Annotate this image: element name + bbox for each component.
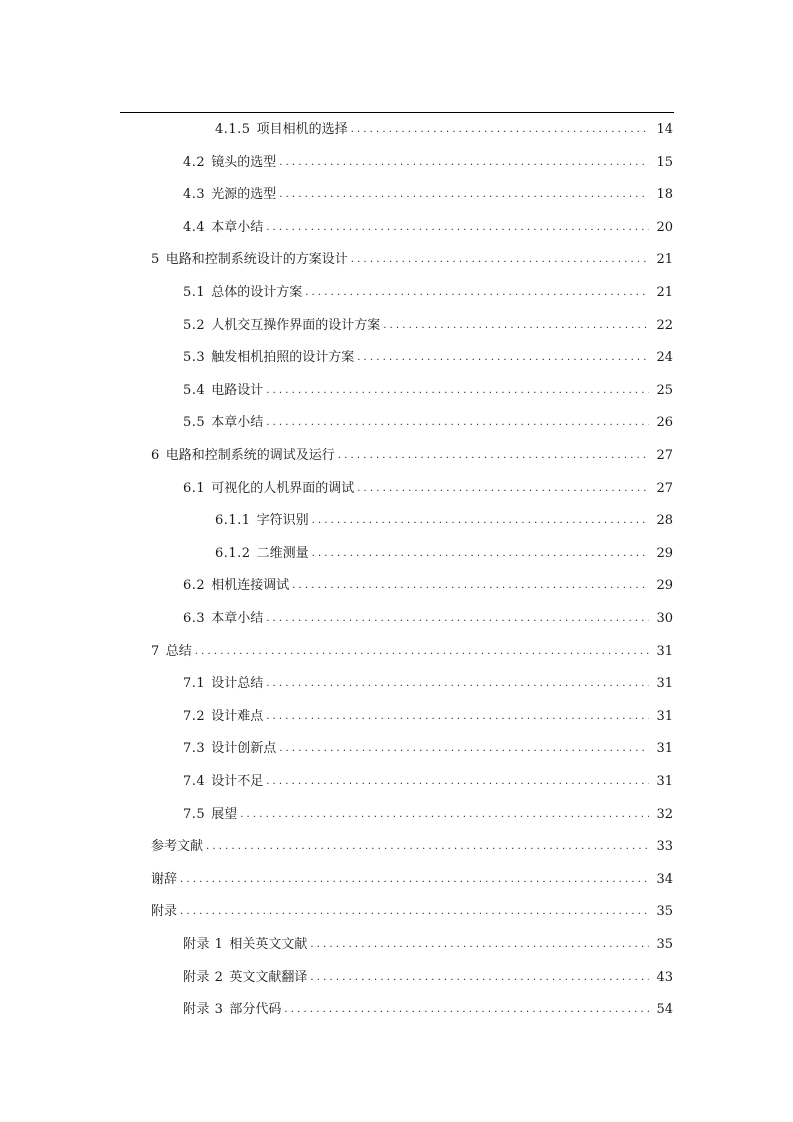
toc-entry[interactable] [183, 179, 673, 211]
toc-entry-number: 6.3 [183, 611, 206, 626]
dot-leader [180, 904, 649, 920]
dot-leader [279, 155, 649, 171]
toc-entry-number: 6.1.1 [215, 513, 251, 529]
toc-entry[interactable] [183, 342, 673, 374]
toc-entry-page: 34 [656, 871, 673, 887]
toc-entry-page: 35 [656, 904, 673, 920]
toc-entry-title: 设计不足 [211, 774, 264, 789]
toc-entry[interactable] [151, 440, 673, 472]
toc-entry-title: 电路和控制系统的调试及运行 [165, 448, 335, 463]
toc-entry-page: 31 [656, 708, 673, 724]
dot-leader [312, 546, 649, 562]
toc-entry-page: 35 [656, 937, 673, 952]
toc-entry[interactable] [151, 831, 673, 863]
toc-entry-number: 附录 2 [183, 969, 224, 985]
toc-entry-page: 31 [656, 741, 673, 757]
dot-leader [338, 448, 649, 464]
toc-entry[interactable] [183, 473, 673, 505]
toc-entry-title: 项目相机的选择 [256, 122, 348, 137]
toc-entry[interactable] [183, 733, 673, 765]
toc-entry-title: 谢辞 [151, 871, 178, 887]
toc-entry-title: 设计创新点 [211, 741, 277, 757]
toc-entry[interactable] [183, 929, 673, 961]
toc-entry-page: 33 [656, 839, 673, 855]
toc-entry[interactable] [215, 505, 673, 537]
toc-entry-number: 6.1 [183, 480, 206, 496]
toc-entry[interactable] [183, 701, 673, 733]
toc-entry-page: 43 [656, 969, 673, 985]
dot-leader [310, 937, 649, 953]
dot-leader [206, 839, 649, 855]
dot-leader [312, 513, 649, 529]
toc-entry-page: 25 [656, 382, 673, 398]
toc-entry-title: 附录 [151, 904, 178, 920]
toc-entry-number: 5 [151, 252, 160, 268]
toc-entry[interactable] [183, 799, 673, 831]
dot-leader [305, 285, 649, 301]
toc-entry-title: 可视化的人机界面的调试 [211, 480, 355, 496]
toc-entry-title: 电路和控制系统设计的方案设计 [165, 252, 348, 268]
toc-entry[interactable] [183, 310, 673, 342]
dot-leader [266, 220, 649, 236]
toc-entry-page: 30 [656, 611, 673, 626]
toc-entry-number: 6.1.2 [215, 545, 251, 561]
toc-entry-number: 7.3 [183, 741, 206, 757]
toc-entry[interactable] [183, 277, 673, 309]
toc-entry-number: 4.4 [183, 219, 206, 235]
toc-entry-title: 本章小结 [211, 415, 264, 431]
toc-entry-title: 参考文献 [151, 839, 204, 855]
toc-entry[interactable] [183, 375, 673, 407]
toc-entry-number: 7.4 [183, 774, 206, 789]
toc-entry-title: 人机交互操作界面的设计方案 [211, 317, 381, 333]
toc-entry-number: 6.2 [183, 578, 206, 594]
toc-entry[interactable] [183, 603, 673, 635]
toc-entry[interactable] [215, 114, 673, 146]
toc-entry-title: 展望 [211, 806, 238, 822]
toc-entry-number: 6 [151, 448, 160, 463]
dot-leader [266, 383, 649, 399]
toc-entry-title: 相机连接调试 [211, 578, 290, 594]
dot-leader [351, 122, 649, 138]
toc-entry-number: 5.2 [183, 317, 206, 333]
toc-entry-title: 相关英文文献 [229, 937, 308, 952]
toc-entry-title: 字符识别 [256, 513, 309, 529]
toc-entry-number: 5.3 [183, 350, 206, 366]
toc-entry[interactable] [151, 864, 673, 896]
dot-leader [383, 318, 649, 334]
dot-leader [279, 741, 649, 757]
dot-leader [357, 350, 649, 366]
toc-entry-title: 总结 [165, 643, 192, 659]
dot-leader [279, 187, 649, 203]
toc-entry[interactable] [183, 668, 673, 700]
toc-entry-number: 4.2 [183, 154, 206, 170]
toc-entry-title: 电路设计 [211, 382, 264, 398]
toc-entry-page: 15 [656, 154, 673, 170]
toc-entry-title: 触发相机拍照的设计方案 [211, 350, 355, 366]
toc-entry-number: 4.1.5 [215, 122, 251, 137]
toc-entry-title: 英文文献翻译 [229, 969, 308, 985]
toc-entry[interactable] [183, 407, 673, 439]
toc-entry[interactable] [151, 636, 673, 668]
toc-entry[interactable] [151, 896, 673, 928]
toc-entry-number: 7 [151, 643, 160, 659]
toc-entry-title: 设计总结 [211, 676, 264, 692]
toc-entry-number: 5.4 [183, 382, 206, 398]
dot-leader [266, 774, 649, 790]
toc-entry-title: 部分代码 [229, 1002, 282, 1018]
dot-leader [284, 1002, 649, 1018]
toc-entry[interactable] [183, 994, 673, 1026]
dot-leader [351, 252, 649, 268]
toc-entry-title: 本章小结 [211, 219, 264, 235]
dot-leader [266, 676, 649, 692]
toc-entry-page: 31 [656, 774, 673, 789]
toc-entry-title: 镜头的选型 [211, 154, 277, 170]
toc-entry[interactable] [183, 212, 673, 244]
toc-entry-page: 22 [656, 317, 673, 333]
toc-entry-number: 附录 1 [183, 937, 224, 952]
toc-entry-page: 18 [656, 187, 673, 203]
toc-entry-page: 29 [656, 578, 673, 594]
toc-entry-page: 21 [656, 252, 673, 268]
dot-leader [310, 970, 649, 986]
toc-entry-page: 54 [656, 1002, 673, 1018]
toc-entry-title: 总体的设计方案 [211, 285, 303, 300]
toc-entry-title: 设计难点 [211, 708, 264, 724]
toc-entry-page: 26 [656, 415, 673, 431]
toc-entry[interactable] [151, 244, 673, 276]
toc-entry[interactable] [183, 962, 673, 994]
toc-entry-page: 27 [656, 448, 673, 463]
toc-entry-page: 29 [656, 545, 673, 561]
header-rule [120, 112, 674, 113]
toc-entry-number: 7.5 [183, 806, 206, 822]
toc-entry[interactable] [183, 570, 673, 602]
toc-entry-number: 5.5 [183, 415, 206, 431]
toc-entry-title: 本章小结 [211, 611, 264, 626]
toc-entry-page: 28 [656, 513, 673, 529]
toc-entry-number: 4.3 [183, 187, 206, 203]
toc-entry-page: 20 [656, 219, 673, 235]
toc-entry-page: 31 [656, 643, 673, 659]
dot-leader [195, 644, 649, 660]
dot-leader [292, 578, 649, 594]
toc-entry[interactable] [183, 147, 673, 179]
toc-entry-page: 27 [656, 480, 673, 496]
toc-entry-page: 14 [656, 122, 673, 137]
dot-leader [266, 611, 649, 627]
toc-entry-number: 7.2 [183, 708, 206, 724]
toc-entry-title: 二维测量 [256, 545, 309, 561]
dot-leader [180, 872, 649, 888]
toc-entry-number: 附录 3 [183, 1002, 224, 1018]
dot-leader [266, 709, 649, 725]
dot-leader [266, 415, 649, 431]
toc-entry-page: 21 [656, 285, 673, 300]
toc-entry-title: 光源的选型 [211, 187, 277, 203]
toc-entry-page: 32 [656, 806, 673, 822]
toc-entry[interactable] [215, 538, 673, 570]
toc-entry-number: 7.1 [183, 676, 206, 692]
toc-entry-page: 31 [656, 676, 673, 692]
toc-entry-page: 24 [656, 350, 673, 366]
toc-entry-number: 5.1 [183, 285, 206, 300]
dot-leader [357, 481, 649, 497]
dot-leader [240, 807, 649, 823]
toc-entry[interactable] [183, 766, 673, 798]
